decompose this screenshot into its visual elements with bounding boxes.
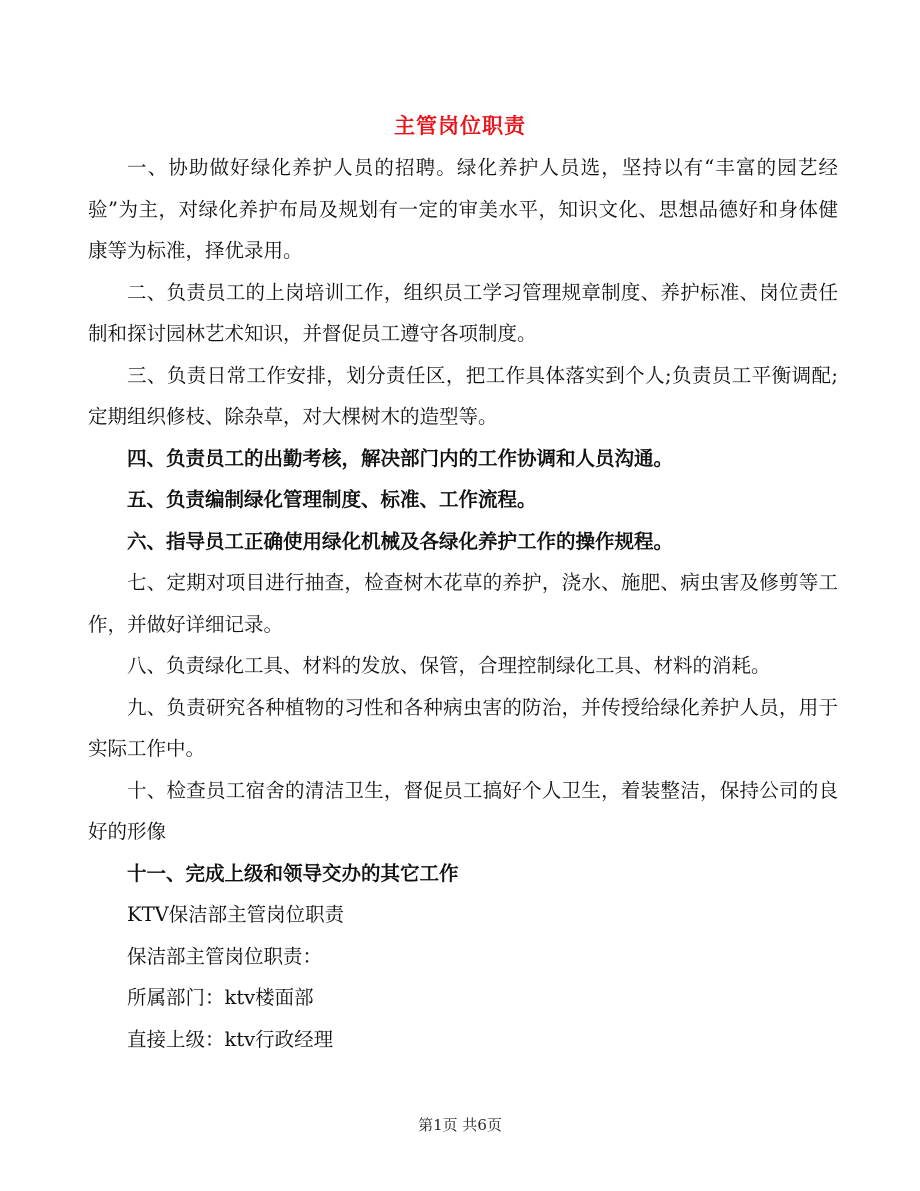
section-heading-ktv: KTV保洁部主管岗位职责 <box>127 903 345 926</box>
paragraph-8: 八、负责绿化工具、材料的发放、保管，合理控制绿化工具、材料的消耗。 <box>127 654 771 677</box>
paragraph-2: 二、负责员工的上岗培训工作，组织员工学习管理规章制度、养护标准、岗位责任制和探讨园林艺术知识，并督促员工遵守各项制度。 <box>88 280 838 345</box>
department-line: 所属部门：ktv楼面部 <box>127 986 314 1009</box>
supervisor-line: 直接上级：ktv行政经理 <box>127 1027 334 1051</box>
section-subheading: 保洁部主管岗位职责： <box>127 944 323 968</box>
document-title: 主管岗位职责 <box>394 113 526 138</box>
page-number: 第1页 共6页 <box>418 1116 502 1134</box>
paragraph-11: 十一、完成上级和领导交办的其它工作 <box>127 861 459 885</box>
paragraph-10: 十、检查员工宿舍的清洁卫生，督促员工搞好个人卫生，着装整洁，保持公司的良好的形像 <box>88 778 838 843</box>
paragraph-4: 四、负责员工的出勤考核，解决部门内的工作协调和人员沟通。 <box>127 446 674 470</box>
paragraph-6: 六、指导员工正确使用绿化机械及各绿化养护工作的操作规程。 <box>127 529 674 553</box>
paragraph-3: 三、负责日常工作安排，划分责任区，把工作具体落实到个人;负责员工平衡调配;定期组织修枝、除杂草，对大棵树木的造型等。 <box>88 363 838 428</box>
paragraph-7: 七、定期对项目进行抽查，检查树木花草的养护，浇水、施肥、病虫害及修剪等工作，并做好详细记录。 <box>88 571 838 636</box>
paragraph-9: 九、负责研究各种植物的习性和各种病虫害的防治，并传授给绿化养护人员，用于实际工作中。 <box>88 695 838 760</box>
paragraph-1: 一、协助做好绿化养护人员的招聘。绿化养护人员选，坚持以有“丰富的园艺经验”为主，对绿化养护布局及规划有一定的审美水平，知识文化、思想品德好和身体健康等为标准，择优录用。 <box>88 156 838 262</box>
document-body <box>88 147 838 1060</box>
paragraph-5: 五、负责编制绿化管理制度、标准、工作流程。 <box>127 488 537 511</box>
